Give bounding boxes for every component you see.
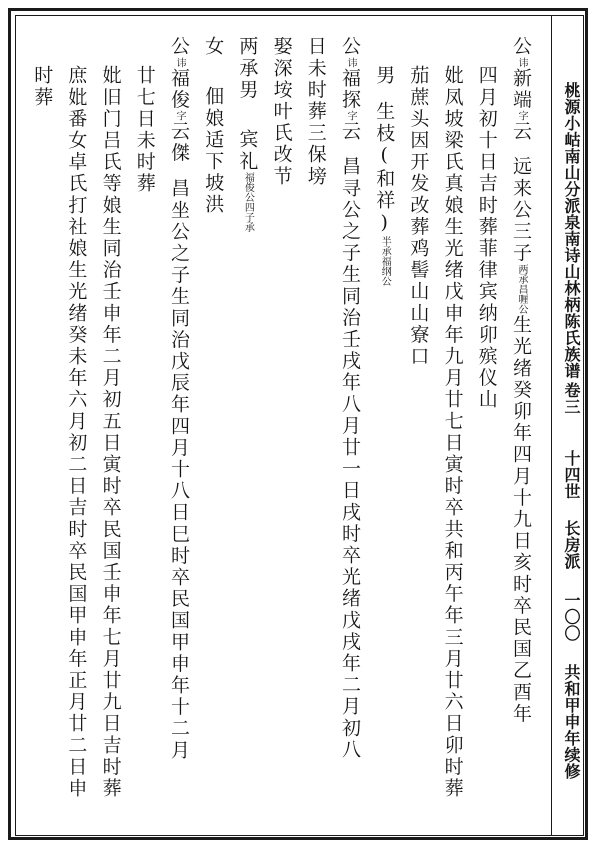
book-title: 桃源小岵南山分派泉南诗山林柄陈氏族谱 xyxy=(562,82,581,379)
text-segment: 公 xyxy=(510,36,532,58)
volume-label: 卷三 xyxy=(562,382,581,415)
text-segment: 时葬 xyxy=(31,65,54,109)
annotation-small-text: 半承福纲公 xyxy=(379,236,391,287)
annotation-small-text: 字 xyxy=(174,110,185,121)
page-number: 一〇〇 xyxy=(562,592,581,642)
text-column xyxy=(29,65,55,108)
text-segment: 云 xyxy=(510,120,532,143)
text-column xyxy=(405,65,431,367)
text-segment: 男 xyxy=(373,65,396,87)
text-column xyxy=(98,65,124,799)
annotation-small-text: 讳 xyxy=(516,57,527,68)
text-segment: 昌坐公之子生同治戊辰年四月十八日巳时卒民国甲申年十二月 xyxy=(168,178,190,762)
text-segment: 远来公三子 xyxy=(510,156,532,265)
edition-label: 共和甲申年续修 xyxy=(562,664,581,780)
text-column xyxy=(371,65,397,286)
text-segment: 福俊 xyxy=(168,67,190,111)
text-segment: 云傑 xyxy=(168,120,190,165)
text-segment: 两承男 xyxy=(236,36,259,101)
text-segment: 妣凤坡梁氏真娘生光绪戊申年九月廿七日寅时卒共和丙午年三月廿六日卯时葬 xyxy=(441,65,464,800)
text-segment: 四月初十日吉时葬菲律宾纳卯殡仪山 xyxy=(475,65,498,411)
text-column xyxy=(508,36,534,725)
text-segment: 公 xyxy=(168,36,190,58)
text-column xyxy=(132,65,158,195)
annotation-small-text: 讳 xyxy=(345,57,356,68)
header-divider-line xyxy=(551,15,552,836)
text-segment: 昌寻公之子生同治壬戌年八月廿一日戌时卒光绪戊戌年二月初八 xyxy=(339,156,361,762)
text-column xyxy=(269,36,295,187)
text-column xyxy=(166,36,192,761)
text-segment: 日未时葬三保塝 xyxy=(304,36,327,188)
text-segment: 生枝 xyxy=(373,100,396,144)
text-segment: 廿七日未时葬 xyxy=(133,65,156,195)
text-segment: 云 xyxy=(339,120,361,143)
text-column xyxy=(474,65,500,411)
annotation-small-text: 两承昌喱公 xyxy=(516,264,527,315)
annotation-small-text: 福俊公四子承 xyxy=(242,172,254,233)
branch-label: 长房派 xyxy=(562,520,581,570)
text-column xyxy=(303,36,329,187)
text-segment: 娶深垵叶氏改节 xyxy=(270,36,293,188)
text-segment: 妣旧门吕氏等娘生同治壬申年二月初五日寅时卒民国壬申年七月廿九日吉时葬 xyxy=(99,65,122,800)
annotation-small-text: 讳 xyxy=(174,57,185,68)
text-segment: (和祥) xyxy=(373,143,396,237)
text-segment: 生光绪癸卯年四月十九日亥时卒民国乙酉年 xyxy=(510,314,532,725)
text-segment: 女 xyxy=(202,36,225,58)
text-segment: 庶妣番女卓氏打社娘生光绪癸未年六月初二日吉时卒民国甲申年正月廿二日申 xyxy=(65,65,88,800)
text-segment: 茄蔗头因开发改葬鸡髻山山寮口 xyxy=(407,65,430,368)
text-column xyxy=(63,65,89,799)
text-column xyxy=(234,36,260,232)
text-segment: 新端 xyxy=(510,67,532,111)
text-segment: 佃娘适下坡洪 xyxy=(202,85,225,216)
text-segment: 宾礼 xyxy=(236,128,259,173)
text-segment: 公 xyxy=(339,36,361,58)
text-column xyxy=(440,65,466,799)
generation-label: 十四世 xyxy=(562,450,581,500)
text-segment: 福探 xyxy=(339,67,361,111)
text-column xyxy=(337,36,363,761)
text-column xyxy=(200,36,226,215)
annotation-small-text: 字 xyxy=(345,110,356,121)
annotation-small-text: 字 xyxy=(516,110,527,121)
